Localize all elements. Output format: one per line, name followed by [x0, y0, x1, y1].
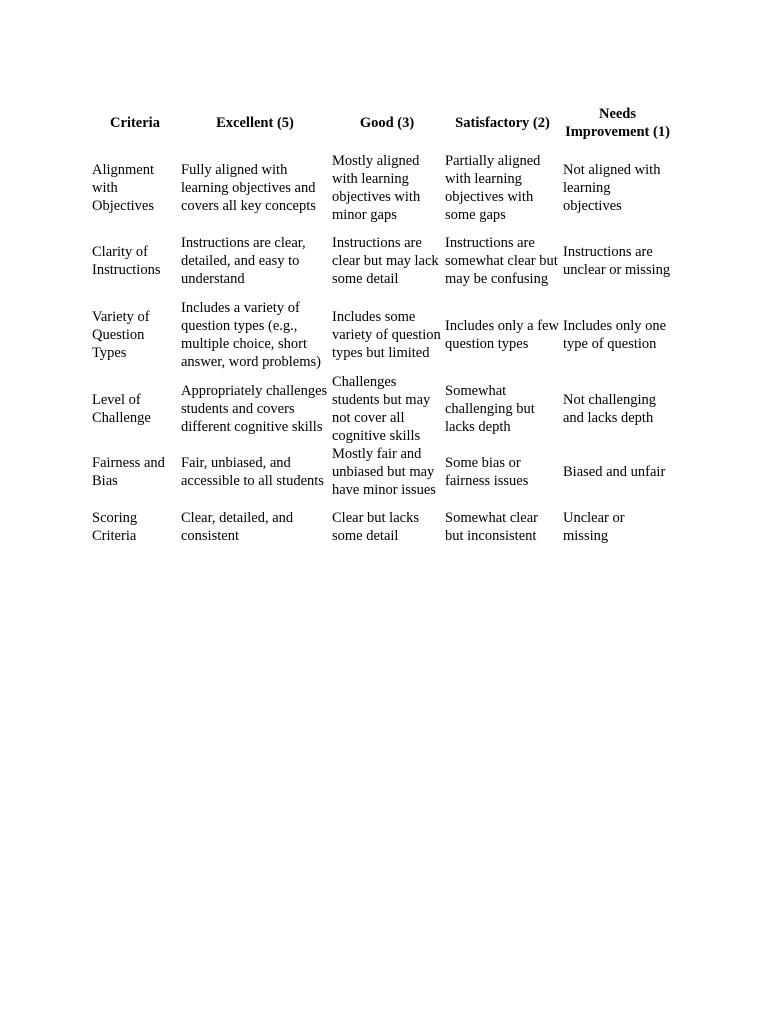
criteria-cell: Clarity of Instructions	[92, 244, 161, 278]
excellent-cell: Clear, detailed, and consistent	[181, 510, 294, 544]
header-good: Good (3)	[359, 115, 415, 131]
excellent-cell: Instructions are clear, detailed, and easy to understand	[181, 235, 306, 287]
header-needs-improvement: Needs Improvement (1)	[565, 106, 670, 140]
needs-improvement-cell: Not aligned with learning objectives	[563, 162, 661, 214]
table-header-row	[90, 94, 673, 152]
table-row	[90, 499, 673, 555]
needs-improvement-cell: Biased and unfair	[563, 464, 666, 480]
needs-improvement-cell: Unclear or missing	[563, 510, 625, 544]
good-cell: Includes some variety of question types but limited	[332, 309, 441, 361]
header-excellent: Excellent (5)	[216, 115, 294, 131]
rubric-table	[90, 94, 673, 555]
header-satisfactory: Satisfactory (2)	[455, 115, 550, 131]
excellent-cell: Appropriately challenges students and covers different cognitive skills	[181, 382, 328, 435]
satisfactory-cell: Somewhat clear but inconsistent	[445, 510, 539, 544]
good-cell: Instructions are clear but may lack some detail	[332, 235, 439, 287]
good-cell: Mostly aligned with learning objectives with minor gaps	[332, 153, 421, 223]
satisfactory-cell: Somewhat challenging but lacks depth	[445, 382, 535, 435]
excellent-cell: Fair, unbiased, and accessible to all students	[181, 455, 324, 489]
good-cell: Mostly fair and unbiased but may have minor issues	[332, 446, 436, 498]
good-cell: Clear but lacks some detail	[332, 510, 419, 544]
satisfactory-cell: Some bias or fairness issues	[445, 455, 529, 489]
satisfactory-cell: Instructions are somewhat clear but may be confusing	[445, 235, 558, 287]
header-criteria: Criteria	[110, 115, 160, 131]
satisfactory-cell: Includes only a few question types	[445, 318, 559, 352]
table-row	[90, 152, 673, 224]
excellent-cell: Includes a variety of question types (e.g., multiple choice, short answer, word problems)	[181, 300, 321, 370]
satisfactory-cell: Partially aligned with learning objectives with some gaps	[445, 153, 541, 223]
needs-improvement-cell: Instructions are unclear or missing	[563, 244, 671, 278]
excellent-cell: Fully aligned with learning objectives and covers all key concepts	[181, 162, 316, 214]
criteria-cell: Level of Challenge	[92, 391, 151, 426]
criteria-cell: Alignment with Objectives	[92, 162, 155, 214]
table-row	[90, 445, 673, 499]
criteria-cell: Fairness and Bias	[92, 455, 165, 489]
table-row	[90, 298, 673, 372]
criteria-cell: Variety of Question Types	[92, 309, 150, 361]
good-cell: Challenges students but may not cover all cognitive skills	[332, 373, 431, 444]
table-row	[90, 224, 673, 298]
criteria-cell: Scoring Criteria	[92, 510, 138, 544]
needs-improvement-cell: Includes only one type of question	[563, 318, 667, 352]
table-row	[90, 372, 673, 445]
needs-improvement-cell: Not challenging and lacks depth	[563, 391, 657, 426]
